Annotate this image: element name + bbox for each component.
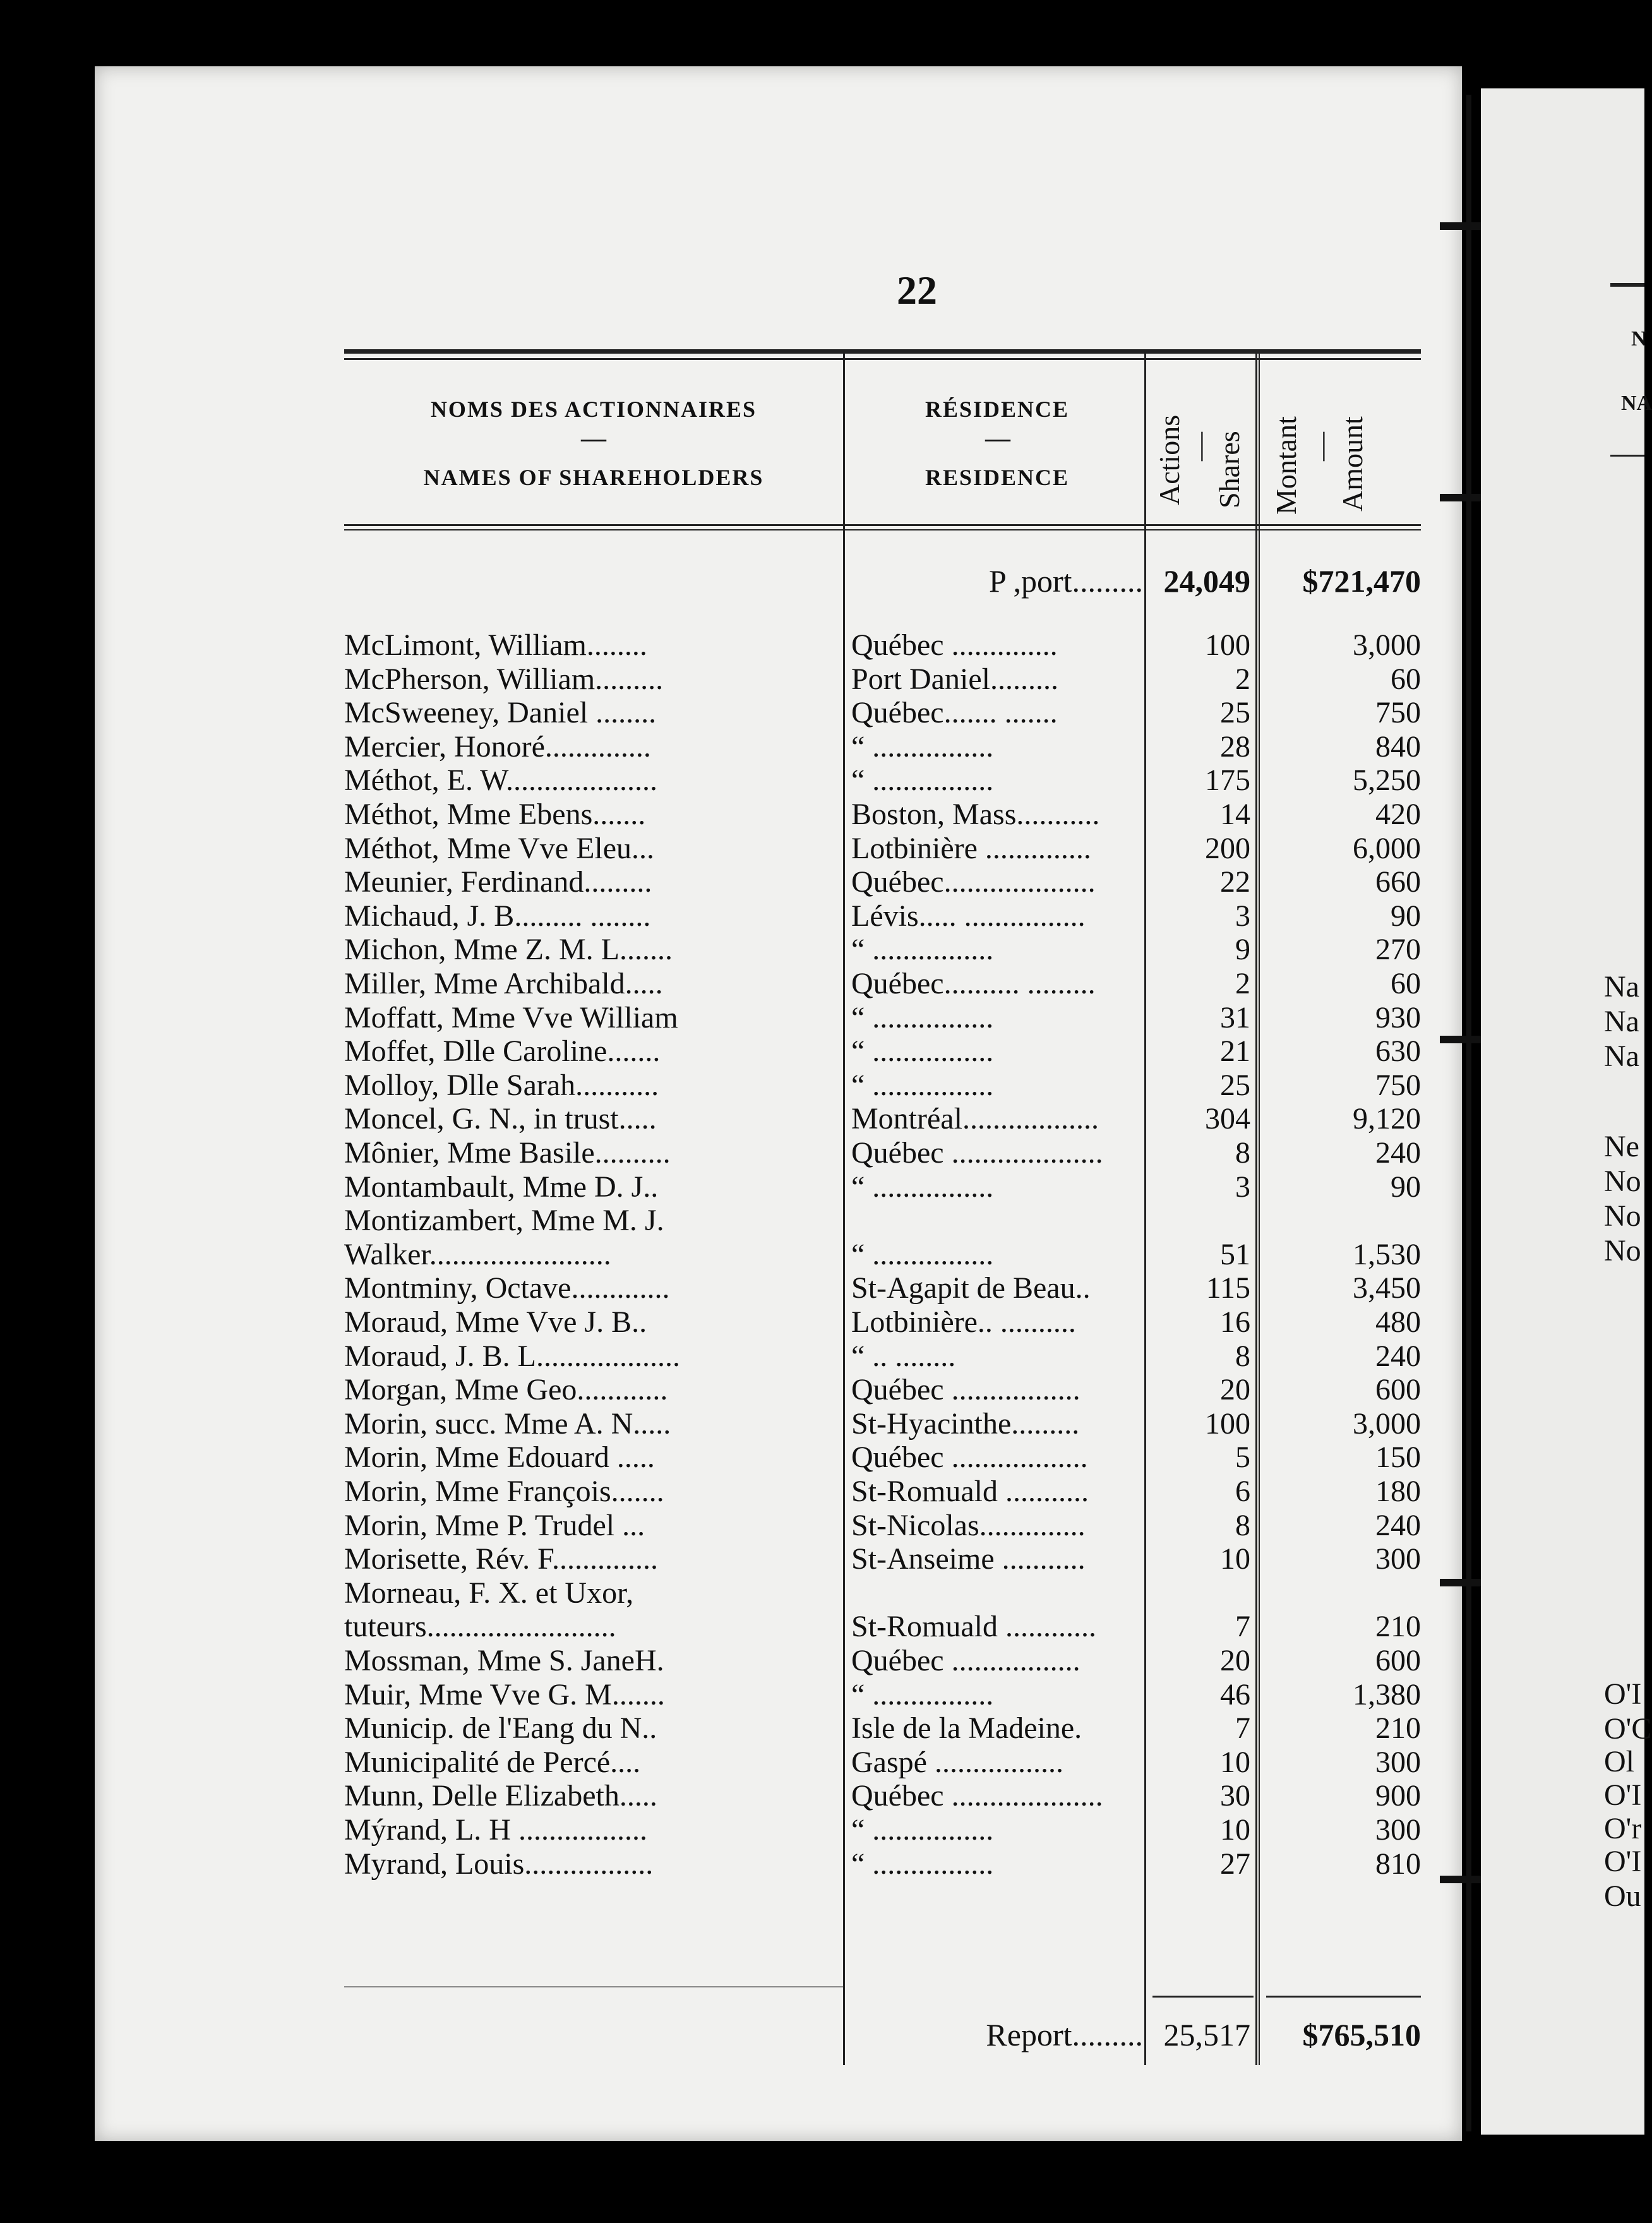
residence: St-Romuald ............ — [851, 1610, 1097, 1643]
shares: 7 — [1235, 1711, 1250, 1745]
amount: 60 — [1391, 967, 1421, 1000]
table-row — [95, 1373, 1462, 1407]
amount: 1,530 — [1353, 1238, 1421, 1271]
closing-report-amount: $765,510 — [1302, 2017, 1421, 2052]
table-row — [95, 1847, 1462, 1881]
total-rule-shares — [1152, 1996, 1254, 1998]
opening-report-label: P ,port......... — [989, 563, 1143, 599]
residence: “ ................ — [851, 1678, 994, 1711]
table-row — [95, 1136, 1462, 1170]
header-residence-dash: — — [985, 424, 1010, 452]
table-row — [95, 1102, 1462, 1136]
shareholder-name: Michon, Mme Z. M. L....... — [344, 933, 673, 966]
shareholder-name: Mônier, Mme Basile.......... — [344, 1136, 671, 1170]
shares: 22 — [1220, 865, 1250, 899]
shares: 8 — [1235, 1339, 1250, 1373]
amount: 750 — [1375, 696, 1421, 729]
adjacent-header-fragment: NA — [1621, 392, 1652, 415]
closing-report-label: Report......... — [986, 2017, 1143, 2052]
table-row — [95, 1576, 1462, 1610]
shareholder-name: Morgan, Mme Geo............ — [344, 1373, 668, 1406]
residence: Boston, Mass........... — [851, 798, 1100, 831]
residence: Québec .................... — [851, 1779, 1103, 1813]
binding-clip — [1440, 1876, 1484, 1883]
shareholder-name: Morisette, Rév. F.............. — [344, 1542, 659, 1576]
amount: 660 — [1375, 865, 1421, 899]
table-row — [95, 1475, 1462, 1509]
residence: “ ................ — [851, 730, 994, 764]
amount: 300 — [1375, 1542, 1421, 1576]
amount: 60 — [1391, 662, 1421, 696]
shareholder-name: Mercier, Honoré.............. — [344, 730, 651, 764]
binding-clip — [1440, 1036, 1484, 1043]
residence: St-Hyacinthe......... — [851, 1407, 1080, 1441]
residence: Port Daniel......... — [851, 662, 1058, 696]
residence: Isle de la Madeine. — [851, 1711, 1082, 1745]
shares: 8 — [1235, 1509, 1250, 1542]
table-row — [95, 696, 1462, 730]
table-row — [95, 1069, 1462, 1103]
header-amount-fr: Montant — [1270, 416, 1302, 515]
table-row — [95, 1305, 1462, 1339]
residence: “ ................ — [851, 1813, 994, 1847]
residence: “ ................ — [851, 1034, 994, 1068]
shareholder-name: McSweeney, Daniel ........ — [344, 696, 657, 729]
shareholder-name: Méthot, Mme Ebens....... — [344, 798, 646, 831]
amount: 90 — [1391, 1170, 1421, 1204]
residence: Québec .............. — [851, 628, 1058, 662]
table-row — [95, 1170, 1462, 1204]
amount: 150 — [1375, 1441, 1421, 1474]
shares: 2 — [1235, 662, 1250, 696]
shares: 10 — [1220, 1542, 1250, 1576]
adjacent-header-rule — [1610, 455, 1644, 457]
bottom-rule-names — [344, 1986, 843, 1987]
amount: 420 — [1375, 798, 1421, 831]
shareholder-name: Méthot, E. W.................... — [344, 764, 658, 797]
shares: 28 — [1220, 730, 1250, 764]
shareholder-name: Moffet, Dlle Caroline....... — [344, 1034, 661, 1068]
adjacent-name-fragment: O'I — [1604, 1778, 1642, 1812]
table-row — [95, 1339, 1462, 1374]
table-row — [95, 1407, 1462, 1441]
header-residence-fr: RÉSIDENCE — [925, 397, 1070, 422]
residence: Lotbinière.. .......... — [851, 1305, 1076, 1339]
shares: 100 — [1205, 628, 1250, 662]
amount: 9,120 — [1353, 1102, 1421, 1135]
shares: 10 — [1220, 1813, 1250, 1847]
adjacent-name-fragment: Na — [1604, 1040, 1639, 1073]
adjacent-name-fragment: O'r — [1604, 1812, 1642, 1845]
opening-report-amount: $721,470 — [1302, 563, 1421, 599]
amount: 180 — [1375, 1475, 1421, 1508]
table-row — [95, 1542, 1462, 1576]
shareholder-name: Walker........................ — [344, 1238, 611, 1271]
table-row — [95, 933, 1462, 967]
amount: 210 — [1375, 1610, 1421, 1643]
shareholder-name: Moraud, J. B. L................... — [344, 1339, 680, 1373]
amount: 210 — [1375, 1711, 1421, 1745]
amount: 90 — [1391, 899, 1421, 933]
residence: Lotbinière .............. — [851, 832, 1091, 865]
shareholder-name: Montizambert, Mme M. J. — [344, 1204, 664, 1237]
amount: 840 — [1375, 730, 1421, 764]
residence: St-Nicolas.............. — [851, 1509, 1086, 1542]
residence: Québec.................... — [851, 865, 1096, 899]
shareholder-name: Moncel, G. N., in trust..... — [344, 1102, 657, 1135]
residence: St-Anseime ........... — [851, 1542, 1086, 1576]
amount: 240 — [1375, 1339, 1421, 1373]
shares: 21 — [1220, 1034, 1250, 1068]
shares: 27 — [1220, 1847, 1250, 1881]
table-row — [95, 1644, 1462, 1678]
adjacent-name-fragment: O'I — [1604, 1677, 1642, 1711]
table-row — [95, 628, 1462, 662]
shares: 51 — [1220, 1238, 1250, 1271]
shares: 115 — [1206, 1271, 1250, 1305]
shares: 7 — [1235, 1610, 1250, 1643]
shareholder-name: Mýrand, L. H ................. — [344, 1813, 647, 1847]
table-row — [95, 1441, 1462, 1475]
shares: 20 — [1220, 1644, 1250, 1677]
shareholder-name: McLimont, William........ — [344, 628, 647, 662]
page-number: 22 — [897, 268, 937, 313]
residence: “ ................ — [851, 1847, 994, 1881]
top-rule-thick — [344, 349, 1421, 354]
shares: 46 — [1220, 1678, 1250, 1711]
closing-report-row — [95, 2018, 1462, 2052]
table-row — [95, 1813, 1462, 1847]
shares: 3 — [1235, 899, 1250, 933]
residence: Québec .................. — [851, 1441, 1088, 1474]
adjacent-name-fragment: Ou — [1604, 1879, 1641, 1913]
shareholder-name: Muir, Mme Vve G. M....... — [344, 1678, 665, 1711]
adjacent-name-fragment: Na — [1604, 970, 1639, 1004]
amount: 300 — [1375, 1746, 1421, 1779]
shares: 30 — [1220, 1779, 1250, 1813]
shareholder-name: Municip. de l'Eang du N.. — [344, 1711, 657, 1745]
adjacent-name-fragment: No — [1604, 1199, 1641, 1233]
shares: 100 — [1205, 1407, 1250, 1441]
amount: 270 — [1375, 933, 1421, 966]
amount: 5,250 — [1353, 764, 1421, 797]
shares: 5 — [1235, 1441, 1250, 1474]
table-row — [95, 899, 1462, 933]
closing-report-shares: 25,517 — [1163, 2017, 1250, 2052]
amount: 900 — [1375, 1779, 1421, 1813]
total-rule-amount — [1266, 1996, 1421, 1998]
adjacent-header-fragment: N — [1631, 327, 1647, 351]
shares: 8 — [1235, 1136, 1250, 1170]
amount: 750 — [1375, 1069, 1421, 1102]
shareholder-name: Moffatt, Mme Vve William — [344, 1001, 678, 1034]
shares: 9 — [1235, 933, 1250, 966]
residence: St-Agapit de Beau.. — [851, 1271, 1091, 1305]
residence: “ ................ — [851, 1238, 994, 1271]
header-names-fr: NOMS DES ACTIONNAIRES — [430, 397, 757, 422]
header-shares-en: Shares — [1213, 431, 1245, 508]
shareholder-name: Mossman, Mme S. JaneH. — [344, 1644, 664, 1677]
shares: 14 — [1220, 798, 1250, 831]
shares: 20 — [1220, 1373, 1250, 1406]
shareholder-name: Morin, Mme François....... — [344, 1475, 664, 1508]
amount: 930 — [1375, 1001, 1421, 1034]
shareholder-name: Molloy, Dlle Sarah........... — [344, 1069, 659, 1102]
amount: 630 — [1375, 1034, 1421, 1068]
opening-report-row — [95, 564, 1462, 598]
residence: Gaspé ................. — [851, 1746, 1063, 1779]
residence: Québec ................. — [851, 1373, 1080, 1406]
shareholder-name: Municipalité de Percé.... — [344, 1746, 641, 1779]
header-shares-fr: Actions — [1153, 414, 1185, 505]
shareholder-name: Myrand, Louis................. — [344, 1847, 654, 1881]
amount: 300 — [1375, 1813, 1421, 1847]
shareholder-name: Morin, succ. Mme A. N..... — [344, 1407, 671, 1441]
shareholder-name: tuteurs......................... — [344, 1610, 616, 1643]
shareholder-name: Moraud, Mme Vve J. B.. — [344, 1305, 647, 1339]
shares: 25 — [1220, 696, 1250, 729]
amount: 1,380 — [1353, 1678, 1421, 1711]
residence: Lévis..... ................ — [851, 899, 1086, 933]
table-row — [95, 730, 1462, 764]
amount: 3,000 — [1353, 628, 1421, 662]
shareholder-name: Montambault, Mme D. J.. — [344, 1170, 659, 1204]
shareholder-name: McPherson, William......... — [344, 662, 664, 696]
adjacent-name-fragment: O'C — [1604, 1712, 1652, 1746]
shares: 10 — [1220, 1746, 1250, 1779]
adjacent-name-fragment: Ne — [1604, 1130, 1639, 1163]
header-residence-en: RESIDENCE — [925, 465, 1070, 490]
table-row — [95, 1711, 1462, 1746]
shareholder-name: Meunier, Ferdinand......... — [344, 865, 652, 899]
table-row — [95, 1034, 1462, 1069]
amount: 240 — [1375, 1509, 1421, 1542]
header-shares-dash: — — [1183, 432, 1215, 461]
shares: 31 — [1220, 1001, 1250, 1034]
adjacent-name-fragment: No — [1604, 1234, 1641, 1267]
residence: Québec .................... — [851, 1136, 1103, 1170]
residence: St-Romuald ........... — [851, 1475, 1089, 1508]
residence: “ .. ........ — [851, 1339, 956, 1373]
residence: Québec....... ....... — [851, 696, 1058, 729]
residence: Québec.......... ......... — [851, 967, 1096, 1000]
opening-report-shares: 24,049 — [1163, 563, 1250, 599]
table-row — [95, 1746, 1462, 1780]
header-amount-dash: — — [1305, 432, 1337, 461]
table-row — [95, 1001, 1462, 1035]
table-row — [95, 1238, 1462, 1272]
residence: “ ................ — [851, 933, 994, 966]
table-row — [95, 1271, 1462, 1305]
residence: “ ................ — [851, 1170, 994, 1204]
binding-clip — [1440, 494, 1484, 501]
adjacent-name-fragment: Ol — [1604, 1745, 1634, 1778]
residence: Québec ................. — [851, 1644, 1080, 1677]
shareholder-name: Morneau, F. X. et Uxor, — [344, 1576, 634, 1610]
header-names-en: NAMES OF SHAREHOLDERS — [423, 465, 764, 490]
adjacent-name-fragment: Na — [1604, 1005, 1639, 1038]
ledger-page — [95, 66, 1462, 2141]
shareholder-name: Morin, Mme Edouard ..... — [344, 1441, 655, 1474]
binding-clip — [1440, 1579, 1484, 1586]
shares: 304 — [1205, 1102, 1250, 1135]
table-row — [95, 865, 1462, 899]
adjacent-name-fragment: No — [1604, 1165, 1641, 1198]
amount: 240 — [1375, 1136, 1421, 1170]
amount: 600 — [1375, 1373, 1421, 1406]
shares: 6 — [1235, 1475, 1250, 1508]
shares: 200 — [1205, 832, 1250, 865]
table-row — [95, 798, 1462, 832]
amount: 6,000 — [1353, 832, 1421, 865]
shares: 2 — [1235, 967, 1250, 1000]
table-row — [95, 1678, 1462, 1712]
binding-gutter — [1466, 95, 1471, 2131]
table-row — [95, 967, 1462, 1001]
amount: 810 — [1375, 1847, 1421, 1881]
header-names-dash: — — [581, 424, 606, 452]
shares: 25 — [1220, 1069, 1250, 1102]
header-amount-en: Amount — [1336, 416, 1368, 512]
table-row — [95, 832, 1462, 866]
table-row — [95, 1610, 1462, 1644]
shareholder-name: Miller, Mme Archibald..... — [344, 967, 663, 1000]
shares: 3 — [1235, 1170, 1250, 1204]
residence: Montréal.................. — [851, 1102, 1099, 1135]
residence: “ ................ — [851, 1001, 994, 1034]
amount: 3,450 — [1353, 1271, 1421, 1305]
amount: 3,000 — [1353, 1407, 1421, 1441]
amount: 480 — [1375, 1305, 1421, 1339]
residence: “ ................ — [851, 764, 994, 797]
adjacent-page — [1481, 88, 1652, 2135]
shareholder-name: Montminy, Octave............. — [344, 1271, 670, 1305]
residence: “ ................ — [851, 1069, 994, 1102]
shareholder-name: Michaud, J. B......... ........ — [344, 899, 651, 933]
shares: 16 — [1220, 1305, 1250, 1339]
adjacent-top-rule — [1610, 283, 1644, 287]
shareholder-name: Morin, Mme P. Trudel ... — [344, 1509, 645, 1542]
shares: 175 — [1205, 764, 1250, 797]
binding-clip — [1440, 222, 1484, 230]
table-row — [95, 1779, 1462, 1813]
adjacent-name-fragment: O'I — [1604, 1845, 1642, 1878]
table-row — [95, 662, 1462, 697]
shareholder-name: Munn, Delle Elizabeth..... — [344, 1779, 657, 1813]
amount: 600 — [1375, 1644, 1421, 1677]
table-row — [95, 764, 1462, 798]
table-row — [95, 1204, 1462, 1238]
shareholder-name: Méthot, Mme Vve Eleu... — [344, 832, 655, 865]
table-row — [95, 1509, 1462, 1543]
